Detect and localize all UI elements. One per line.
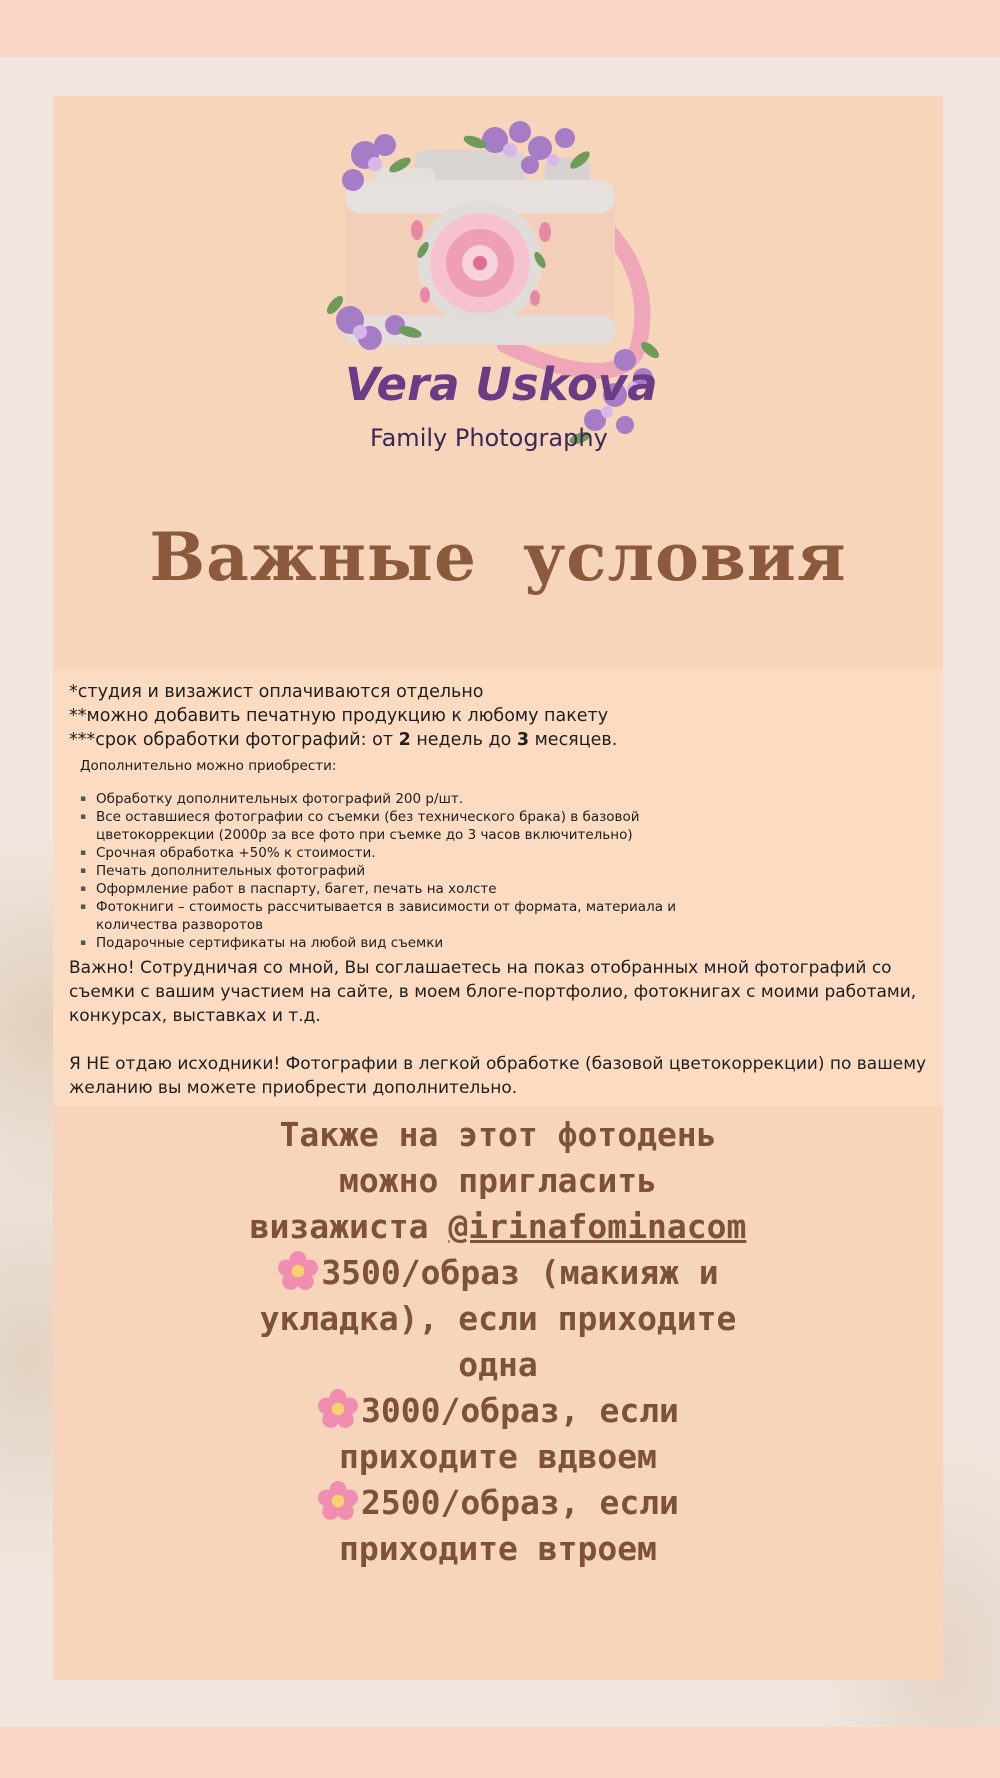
extras-list <box>80 790 680 952</box>
page-title: Важные условия <box>149 518 847 596</box>
list-item: ▪ Все оставшиеся фотографии со съемки (без технического брака) в базовой цветокоррекции (2000р за все фото при съемке до 3 часов включительно) <box>80 808 680 844</box>
makeup-promo <box>53 1112 943 1572</box>
note-processing-middle: недель до <box>410 730 517 750</box>
list-item: ▪ Подарочные сертификаты на любой вид съемки <box>80 934 680 952</box>
pink-flower-icon <box>317 1388 359 1430</box>
list-item: ▪ Печать дополнительных фотографий <box>80 862 680 880</box>
promo-line: приходите втроем <box>339 1529 657 1568</box>
artist-handle-link[interactable]: @irinafominacom <box>448 1207 747 1246</box>
promo-line <box>53 1250 943 1296</box>
extras-intro: Дополнительно можно приобрести: <box>80 758 337 774</box>
promo-line: можно пригласить <box>339 1161 657 1200</box>
note-processing-max: 3 <box>516 730 530 750</box>
promo-line-prefix: визажиста <box>249 1207 449 1246</box>
note-studio: *студия и визажист оплачиваются отдельно <box>69 682 484 702</box>
promo-line <box>53 1480 943 1526</box>
note-processing <box>69 728 617 752</box>
promo-line <box>53 1388 943 1434</box>
brand-name: Vera Uskova <box>345 358 658 411</box>
note-print: **можно добавить печатную продукцию к любому пакету <box>69 706 609 726</box>
pink-flower-icon <box>317 1480 359 1522</box>
promo-line: одна <box>458 1345 538 1384</box>
promo-line: приходите вдвоем <box>339 1437 657 1476</box>
logo <box>325 120 675 495</box>
list-item: ▪ Фотокниги – стоимость рассчитывается в зависимости от формата, материала и количества разворотов <box>80 898 680 934</box>
pink-flower-icon <box>277 1250 319 1292</box>
important-sources: Я НЕ отдаю исходники! Фотографии в легкой обработке (базовой цветокоррекции) по вашему желанию вы можете приобрести дополнительно. <box>69 1054 927 1098</box>
list-item: ▪ Срочная обработка +50% к стоимости. <box>80 844 680 862</box>
brand-subtitle: Family Photography <box>370 424 608 452</box>
promo-line <box>53 1204 943 1250</box>
list-item: ▪ Обработку дополнительных фотографий 200 р/шт. <box>80 790 680 808</box>
price-trio: 2500/образ, если <box>361 1483 679 1522</box>
list-item: ▪ Оформление работ в паспарту, багет, печать на холсте <box>80 880 680 898</box>
important-consent: Важно! Сотрудничая со мной, Вы соглашаетесь на показ отобранных мной фотографий со съемки с вашим участием на сайте, в моем блоге-портфолио, фотокнигах с моими работами, конкурсах, выставках и т.д. <box>69 958 917 1026</box>
price-solo: 3500/образ (макияж и <box>321 1253 719 1292</box>
note-processing-min: 2 <box>398 730 411 750</box>
important-notice <box>69 956 939 1100</box>
note-processing-prefix: ***срок обработки фотографий: от <box>69 730 399 750</box>
notes <box>69 680 617 752</box>
price-duo: 3000/образ, если <box>361 1391 679 1430</box>
note-processing-suffix: месяцев. <box>529 730 618 750</box>
promo-line: укладка), если приходите <box>259 1299 737 1338</box>
conditions-panel <box>53 668 943 1106</box>
promo-line: Также на этот фотодень <box>279 1115 717 1154</box>
